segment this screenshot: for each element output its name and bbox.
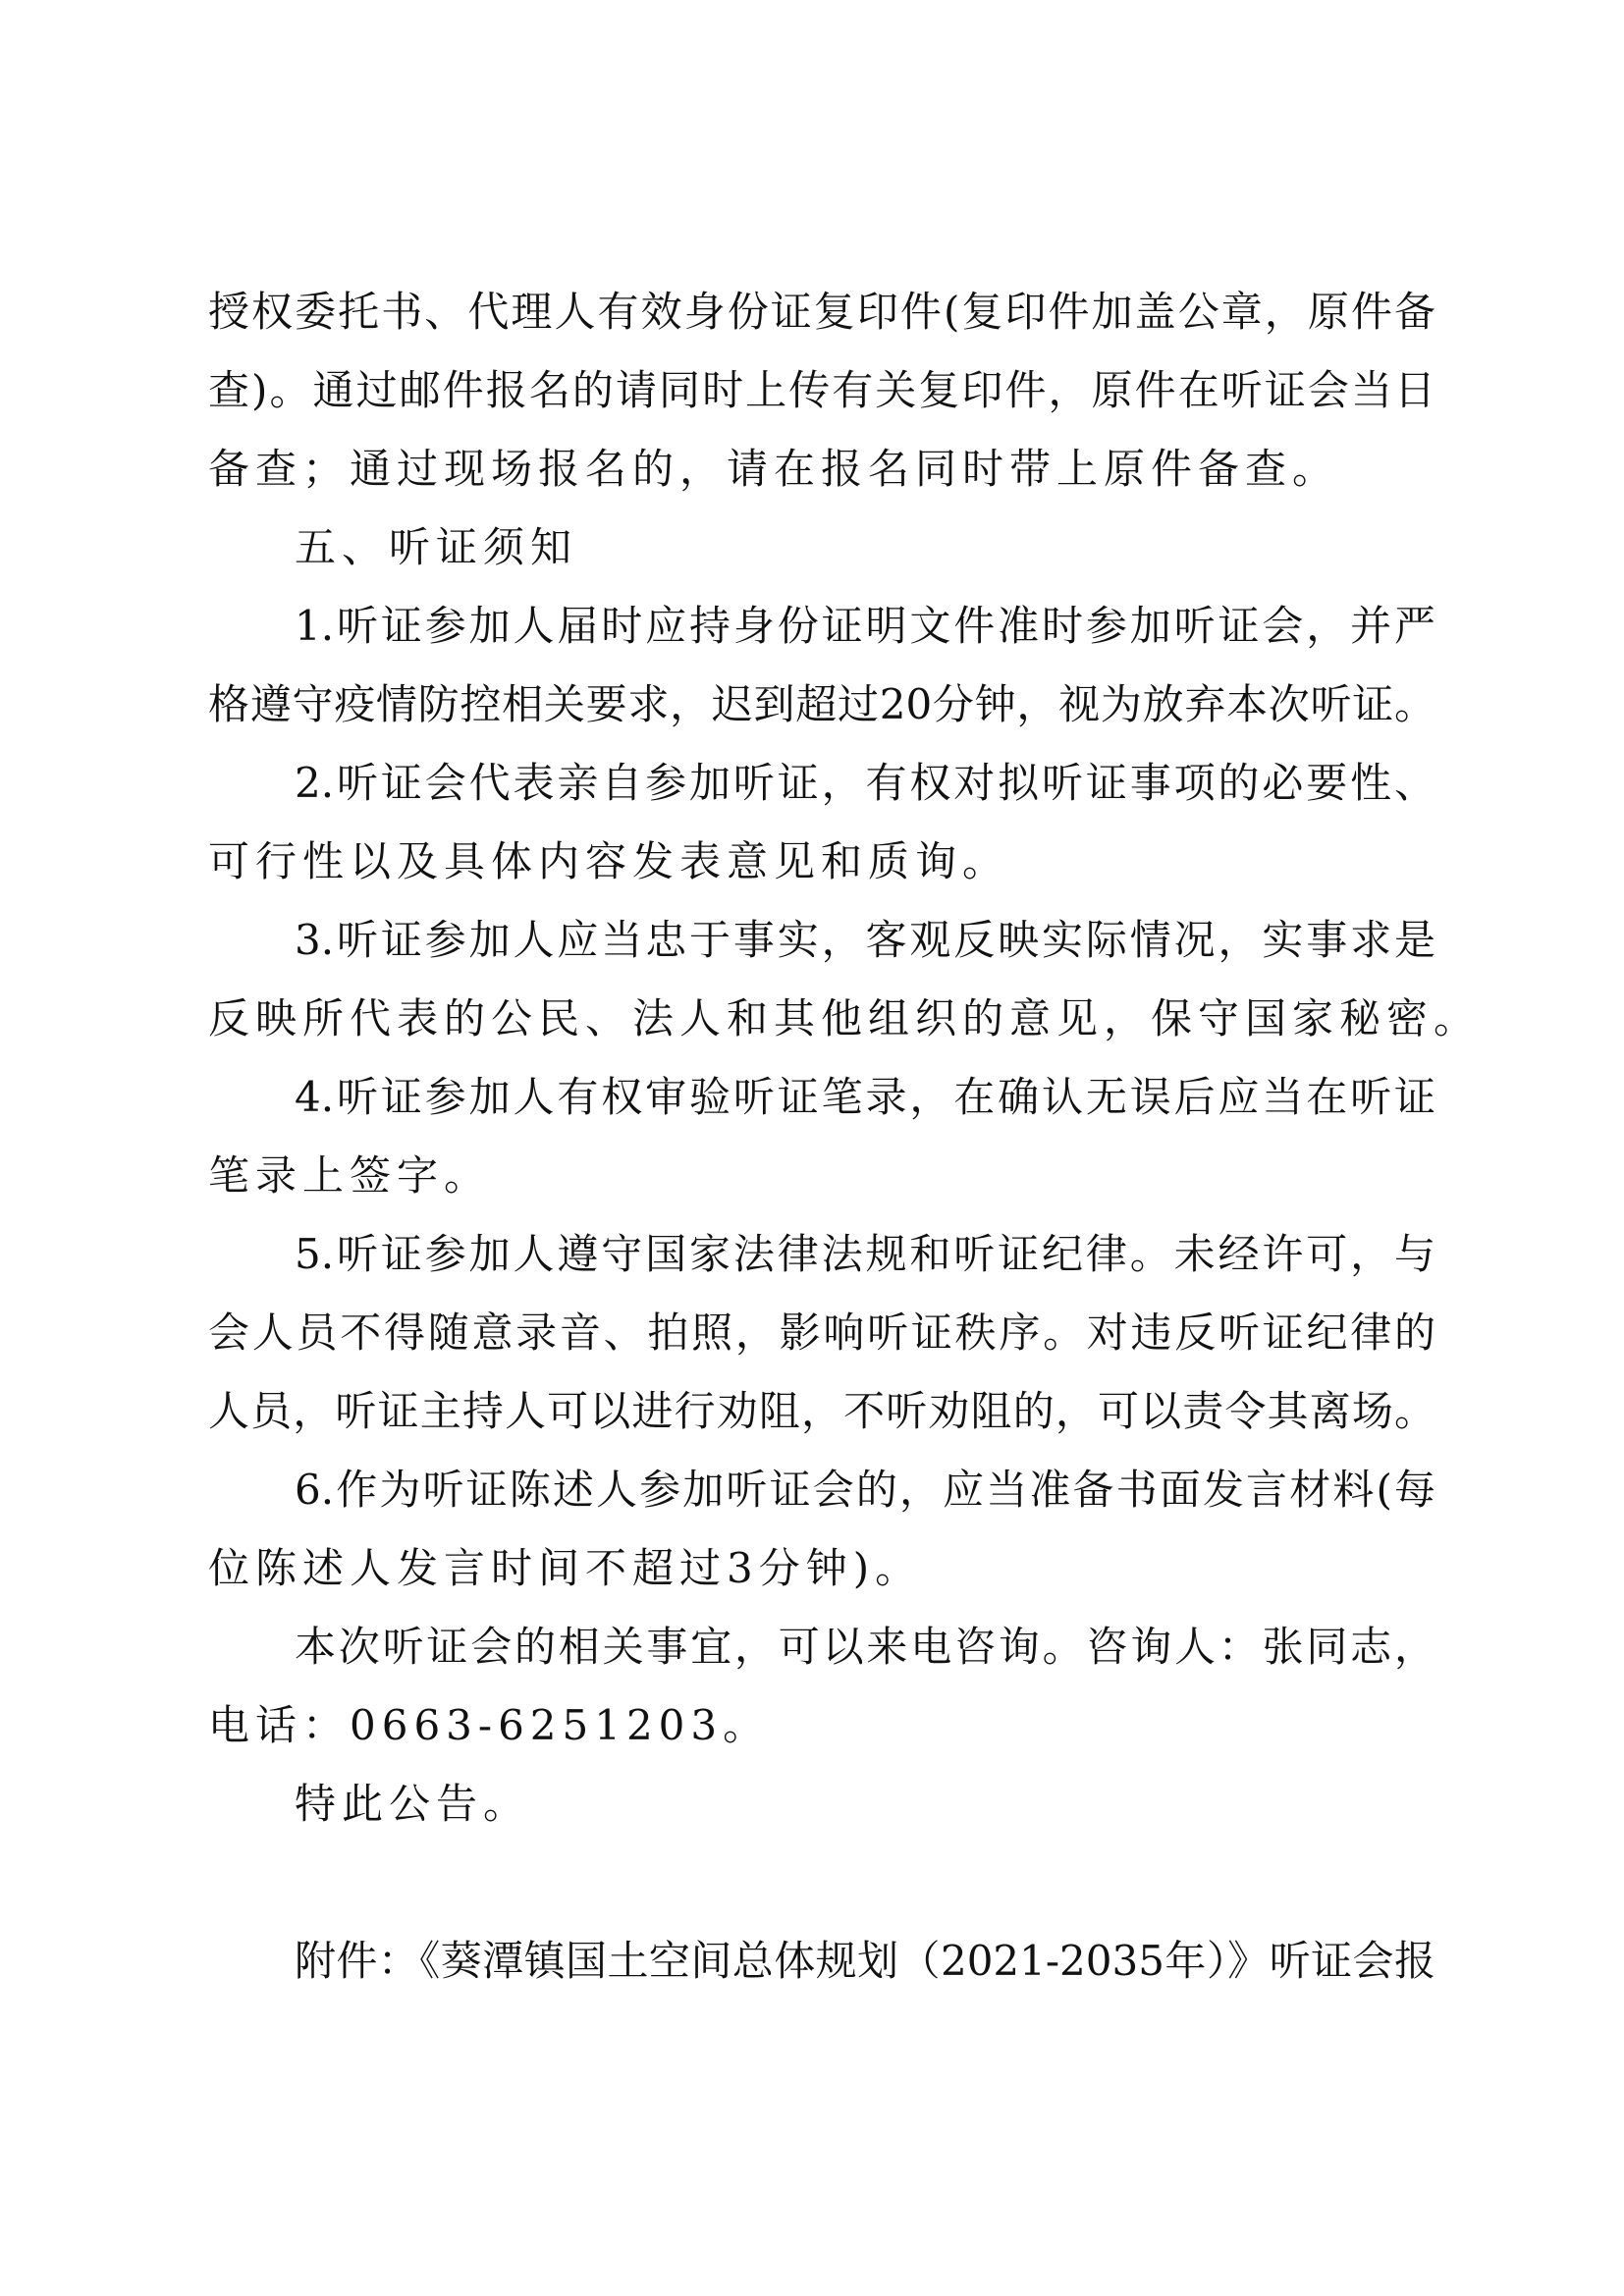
text-line: 格遵守疫情防控相关要求，迟到超过20分钟，视为放弃本次听证。 bbox=[208, 680, 1435, 728]
text-line: 反映所代表的公民、法人和其他组织的意见，保守国家秘密。 bbox=[208, 994, 1482, 1042]
text-line: 6.作为听证陈述人参加听证会的，应当准备书面发言材料(每 bbox=[295, 1466, 1435, 1514]
attachment-line: 附件：《葵潭镇国土空间总体规划（2021-2035年）》听证会报 bbox=[295, 1937, 1435, 1985]
text-line: 4.听证参加人有权审验听证笔录，在确认无误后应当在听证 bbox=[295, 1073, 1435, 1121]
text-line: 5.听证参加人遵守国家法律法规和听证纪律。未经许可，与 bbox=[295, 1230, 1435, 1278]
text-line: 3.听证参加人应当忠于事实，客观反映实际情况，实事求是 bbox=[295, 916, 1435, 964]
text-line: 本次听证会的相关事宜，可以来电咨询。咨询人：张同志， bbox=[295, 1623, 1435, 1671]
text-line: 授权委托书、代理人有效身份证复印件(复印件加盖公章，原件备 bbox=[208, 288, 1435, 336]
contact-phone-line: 电话：0663-6251203。 bbox=[208, 1701, 771, 1749]
text-line: 位陈述人发言时间不超过3分钟)。 bbox=[208, 1544, 923, 1592]
text-line: 1.听证参加人届时应持身份证明文件准时参加听证会，并严 bbox=[295, 602, 1435, 650]
text-line: 笔录上签字。 bbox=[208, 1151, 492, 1200]
text-line: 查)。通过邮件报名的请同时上传有关复印件，原件在听证会当日 bbox=[208, 366, 1435, 414]
closing-line: 特此公告。 bbox=[295, 1780, 531, 1828]
text-line: 备查；通过现场报名的，请在报名同时带上原件备查。 bbox=[208, 445, 1340, 493]
text-line: 会人员不得随意录音、拍照，影响听证秩序。对违反听证纪律的 bbox=[208, 1308, 1435, 1357]
text-line: 人员，听证主持人可以进行劝阻，不听劝阻的，可以责令其离场。 bbox=[208, 1387, 1435, 1435]
section-heading: 五、听证须知 bbox=[295, 523, 578, 571]
text-line: 2.听证会代表亲自参加听证，有权对拟听证事项的必要性、 bbox=[295, 759, 1435, 807]
text-line: 可行性以及具体内容发表意见和质询。 bbox=[208, 837, 1010, 885]
